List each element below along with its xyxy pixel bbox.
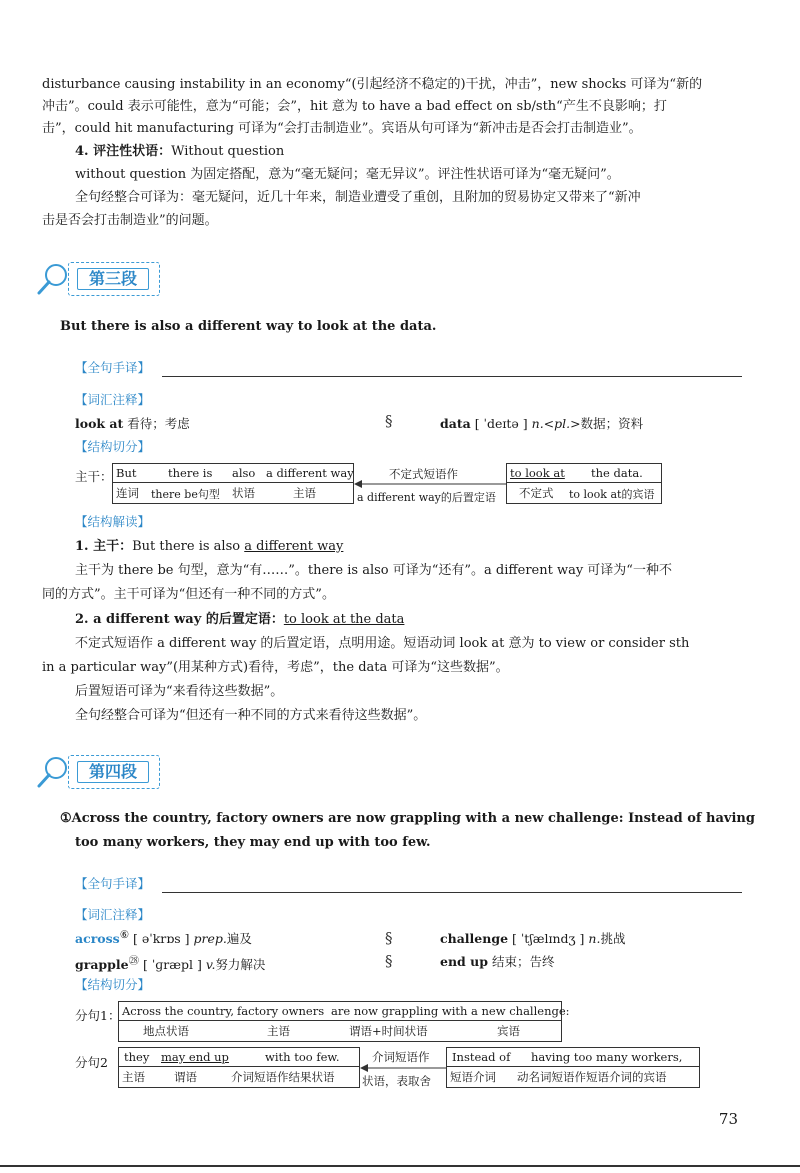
- text-line: 全句经整合可译为“但还有一种不同的方式来看待这些数据”。: [75, 708, 427, 723]
- text-line: 后置短语可译为“来看待这些数据”。: [75, 684, 284, 699]
- text-line: 同的方式”。主干可译为“但还有一种不同的方式”。: [42, 587, 335, 602]
- diagram-box-clause2: [118, 1047, 360, 1088]
- vocab-frequency-mark: ㉘: [128, 955, 140, 967]
- diagram-word: Across the country,: [122, 1004, 235, 1018]
- clause-label: 分句2: [75, 1055, 108, 1070]
- diagram-word: with too few.: [265, 1050, 340, 1064]
- diagram-word: to look at: [510, 466, 565, 480]
- diagram-label: 谓语+时间状语: [349, 1024, 428, 1038]
- diagram-label: 宾语: [497, 1024, 520, 1038]
- diagram-word: there is: [168, 466, 213, 480]
- diagram-label: 主语: [267, 1024, 290, 1038]
- text-line: 击”，could hit manufacturing 可译为“会打击制造业”。宾语从句可译为“新冲击是否会打击制造业”。: [42, 121, 642, 136]
- divider-symbol: §: [385, 952, 393, 970]
- vocab-frequency-mark: ⑥: [119, 929, 130, 941]
- diagram-label: 主语: [122, 1070, 145, 1084]
- analysis-underlined: a different way: [244, 539, 344, 554]
- diagram-label: 状语: [232, 486, 255, 500]
- divider-symbol: §: [385, 929, 393, 947]
- page-number: 73: [718, 1110, 738, 1128]
- heading-4-label: 4. 评注性状语：: [75, 144, 172, 159]
- vocab-def: 遍及: [226, 931, 252, 947]
- diagram-label: 连词: [116, 486, 139, 500]
- vocab-item: [440, 952, 554, 970]
- vocab-phonetic: [ ˈɡræpl ]: [143, 957, 202, 973]
- vocab-phonetic: [ ˈdeɪtə ]: [474, 416, 528, 431]
- text-line: 击是否会打击制造业”的问题。: [42, 213, 218, 228]
- diagram-word: a new challenge:: [471, 1004, 570, 1018]
- section-title-box: [68, 755, 160, 789]
- text-line: without question 为固定搭配，意为“毫无疑问；毫无异议”。评注性状语可译为“毫无疑问”。: [75, 167, 620, 182]
- diagram-word: Instead of: [452, 1050, 511, 1064]
- diagram-label: 动名词短语作短语介词的宾语: [517, 1070, 667, 1084]
- label-vocab: 【词汇注释】: [75, 392, 151, 407]
- diagram-arrow-label: 状语，表取舍: [362, 1074, 431, 1088]
- diagram-box-modifier: [506, 463, 662, 504]
- vocab-def: 看待；考虑: [127, 416, 190, 431]
- analysis-label: 2. a different way 的后置定语：: [75, 612, 284, 627]
- diagram-box-main: [112, 463, 354, 504]
- vocab-pos: n.: [588, 931, 601, 946]
- diagram-word: a different way: [266, 466, 354, 480]
- divider-symbol: §: [385, 412, 393, 430]
- diagram-arrow-label: 介词短语作: [372, 1050, 430, 1064]
- diagram-word: the data.: [591, 466, 643, 480]
- vocab-word: across: [75, 931, 120, 947]
- diagram-word: factory owners: [237, 1004, 325, 1018]
- answer-blank: [162, 892, 742, 893]
- text-line: 不定式短语作 a different way 的后置定语，点明用途。短语动词 look at 意为 to view or consider sth: [75, 636, 690, 651]
- diagram-box-prep: [446, 1047, 700, 1088]
- diagram-label: 地点状语: [143, 1024, 189, 1038]
- key-sentence: But there is also a different way to look at the data.: [60, 319, 437, 334]
- vocab-pos: prep.: [193, 931, 227, 947]
- vocab-word: end up: [440, 954, 488, 969]
- vocab-word: data: [440, 416, 471, 431]
- diagram-word: also: [232, 466, 256, 480]
- text-line: 主干为 there be 句型，意为“有……”。there is also 可译为“还有”。a different way 可译为“一种不: [75, 563, 672, 578]
- diagram-arrow-label: 不定式短语作: [389, 467, 458, 481]
- diagram-word: But: [116, 466, 137, 480]
- text-line: in a particular way”(用某种方式)看待，考虑”，the data 可译为“这些数据”。: [42, 660, 509, 675]
- vocab-def: 挑战: [600, 931, 626, 946]
- diagram-label: 主语: [293, 486, 316, 500]
- analysis-label: 1. 主干：: [75, 539, 133, 554]
- label-translate: 【全句手译】: [75, 876, 151, 891]
- vocab-pos: v.: [205, 957, 216, 973]
- vocab-pos: n.<pl.>: [531, 416, 581, 431]
- vocab-word: grapple: [75, 957, 129, 973]
- key-sentence: ①Across the country, factory owners are now grappling with a new challenge: Instead of having: [60, 811, 755, 826]
- diagram-box-clause1: [118, 1001, 570, 1042]
- vocab-item: [75, 414, 190, 432]
- label-structure: 【结构切分】: [75, 439, 151, 454]
- heading-4: [75, 141, 775, 163]
- diagram-arrow-label: a different way的后置定语: [357, 491, 496, 504]
- label-analysis: 【结构解读】: [75, 514, 151, 529]
- vocab-phonetic: [ əˈkrɒs ]: [133, 931, 190, 947]
- vocab-def: 数据；资料: [580, 416, 644, 431]
- clause-label: 分句1：: [75, 1008, 121, 1023]
- diagram-word: may end up: [161, 1050, 229, 1064]
- main-label: 主干：: [75, 469, 113, 484]
- vocab-word: look at: [75, 416, 124, 431]
- diagram-word: having too many workers,: [531, 1050, 683, 1064]
- label-structure: 【结构切分】: [75, 977, 151, 992]
- bottom-rule: [0, 1165, 800, 1167]
- vocab-def: 努力解决: [215, 957, 266, 973]
- diagram-label: 谓语: [174, 1070, 197, 1084]
- diagram-word: are now grappling with: [331, 1004, 468, 1018]
- text-line: 全句经整合可译为：毫无疑问，近几十年来，制造业遭受了重创，且附加的贸易协定又带来了“新冲: [75, 190, 641, 205]
- vocab-item: [440, 414, 643, 432]
- heading-4-text: Without question: [171, 144, 285, 159]
- diagram-word: they: [124, 1050, 150, 1064]
- vocab-item: [75, 952, 265, 973]
- vocab-item: [75, 929, 252, 947]
- analysis-text: But there is also: [132, 539, 241, 554]
- key-sentence: too many workers, they may end up with too few.: [75, 835, 431, 850]
- diagram-label: 介词短语作结果状语: [231, 1070, 335, 1084]
- diagram-label: to look at的宾语: [569, 488, 655, 501]
- analysis-underlined: to look at the data: [283, 612, 405, 627]
- label-vocab: 【词汇注释】: [75, 907, 151, 922]
- vocab-item: [440, 929, 625, 947]
- diagram-label: 短语介词: [450, 1070, 496, 1084]
- diagram-label: there be句型: [151, 488, 220, 501]
- vocab-phonetic: [ ˈtʃælɪndʒ ]: [512, 931, 585, 946]
- section-title: 第三段: [77, 268, 149, 290]
- analysis-2: [75, 609, 775, 631]
- section-title-box: [68, 262, 160, 296]
- vocab-def: 结束；告终: [491, 954, 555, 969]
- analysis-1: [75, 536, 775, 558]
- diagram-label: 不定式: [519, 486, 554, 500]
- section-title: 第四段: [77, 761, 149, 783]
- answer-blank: [162, 376, 742, 377]
- text-line: 冲击”。could 表示可能性，意为“可能；会”，hit 意为 to have a bad effect on sb/sth“产生不良影响；打: [42, 99, 667, 114]
- label-translate: 【全句手译】: [75, 360, 151, 375]
- text-line: disturbance causing instability in an economy“(引起经济不稳定的)干扰，冲击”，new shocks 可译为“新的: [42, 77, 703, 92]
- vocab-word: challenge: [440, 931, 509, 946]
- magnifier-icon: [36, 262, 70, 296]
- magnifier-icon: [36, 755, 70, 789]
